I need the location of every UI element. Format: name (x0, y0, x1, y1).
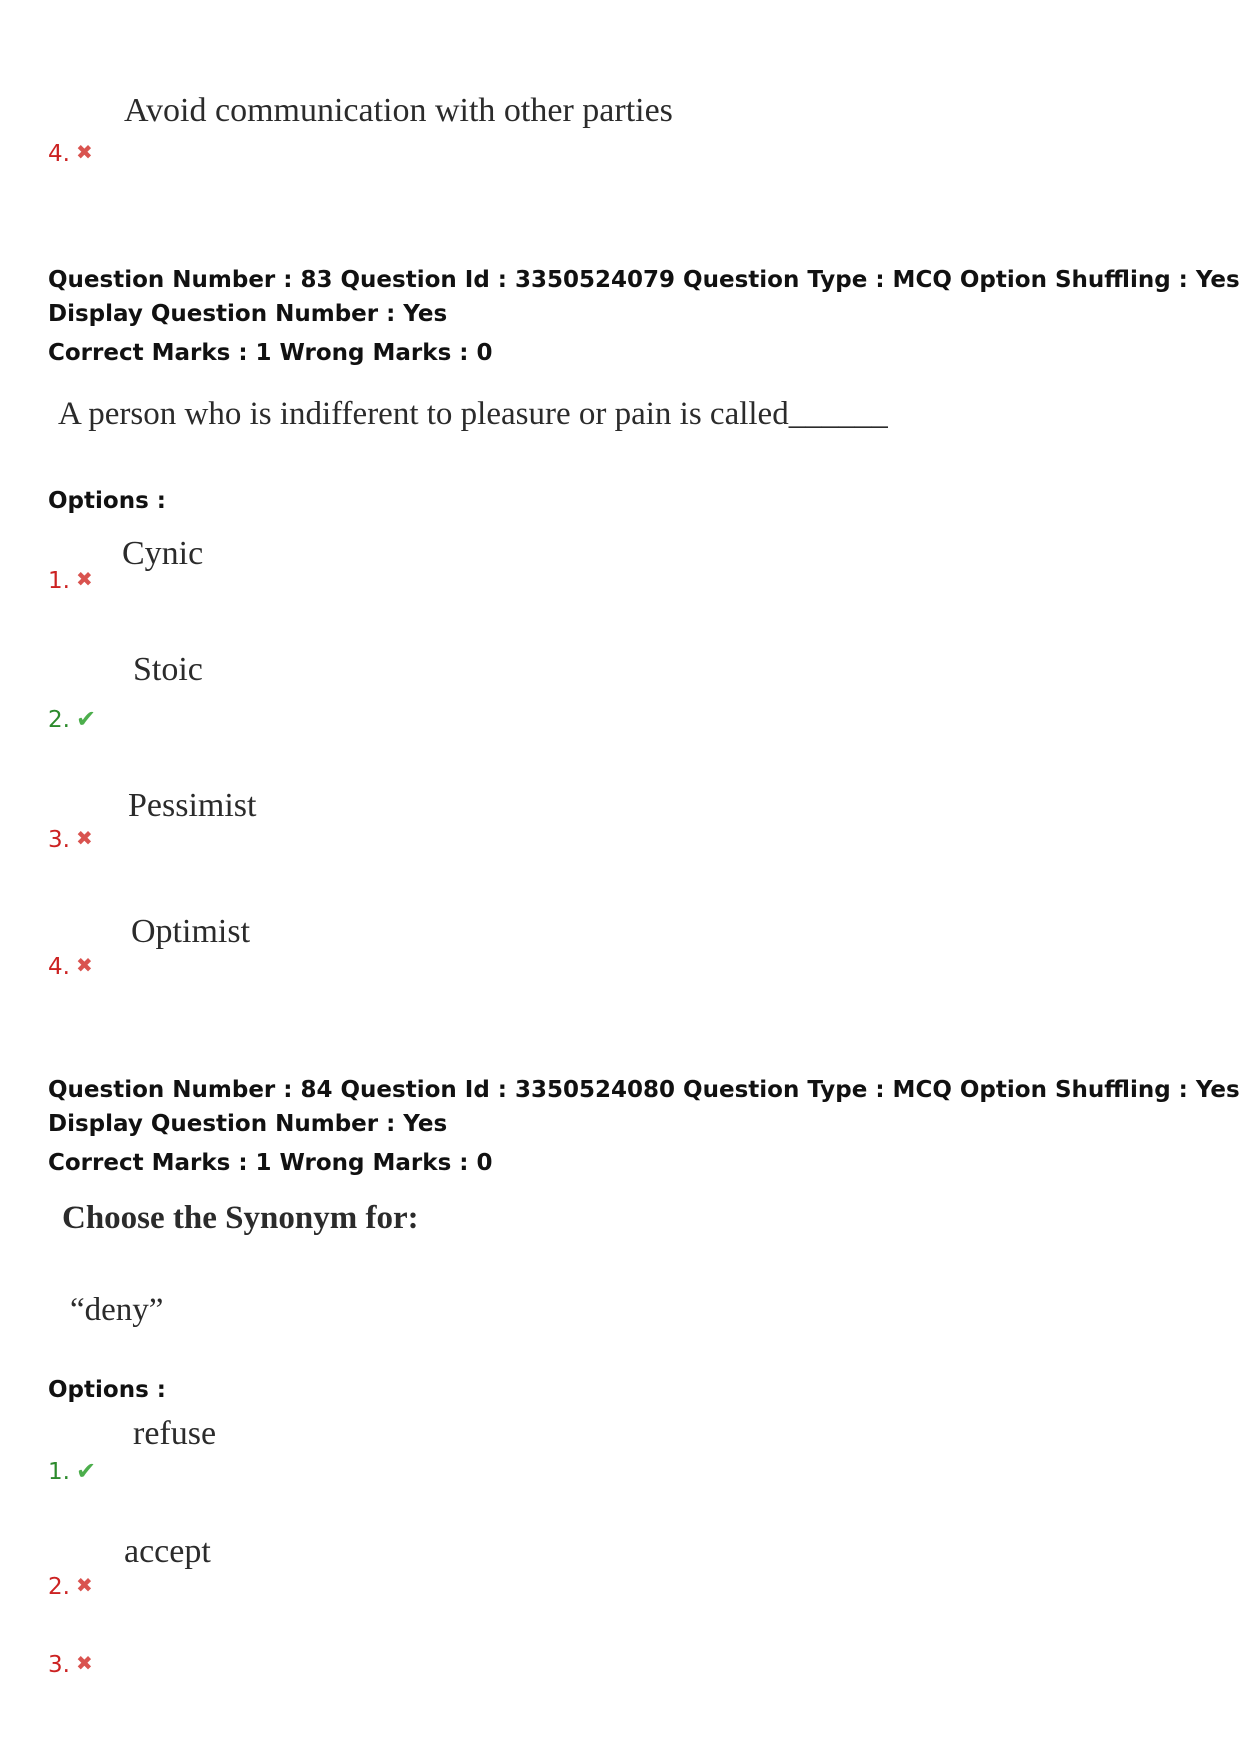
prev-option-4-number (48, 140, 93, 167)
cross-icon: ✖ (75, 567, 93, 591)
q83-meta-line1: Question Number : 83 Question Id : 3350524079 Question Type : MCQ Option Shuffling : Yes (48, 267, 1240, 293)
option-number: 1. (48, 1459, 70, 1485)
option-number: 2. (48, 1574, 70, 1600)
q83-option-1-text: Cynic (122, 535, 204, 572)
prev-option-4-text: Avoid communication with other parties (124, 92, 673, 129)
q84-option-2-number (48, 1573, 93, 1600)
cross-icon: ✖ (75, 953, 93, 977)
q83-option-4-text: Optimist (131, 913, 251, 950)
q84-question-heading: Choose the Synonym for: (62, 1200, 419, 1236)
q84-option-2-text: accept (124, 1533, 211, 1570)
option-number: 3. (48, 827, 70, 853)
q84-meta-line2: Display Question Number : Yes (48, 1111, 448, 1137)
cross-icon: ✖ (75, 1573, 93, 1597)
check-icon: ✔ (75, 1457, 97, 1485)
q83-option-3-number (48, 826, 93, 853)
q83-option-3-text: Pessimist (128, 787, 257, 824)
q84-question-word: “deny” (70, 1292, 164, 1328)
cross-icon: ✖ (75, 1651, 93, 1675)
q83-option-1-number (48, 567, 93, 594)
q83-meta-line2: Display Question Number : Yes (48, 301, 448, 327)
q84-option-1-text: refuse (133, 1415, 217, 1452)
q83-option-2-number (48, 705, 96, 733)
q84-marks-line: Correct Marks : 1 Wrong Marks : 0 (48, 1150, 493, 1176)
q84-option-3-number (48, 1651, 93, 1678)
q84-options-label: Options : (48, 1377, 166, 1403)
q84-option-1-number (48, 1457, 96, 1485)
option-number: 1. (48, 568, 70, 594)
option-number: 2. (48, 707, 70, 733)
q83-option-2-text: Stoic (133, 651, 203, 688)
check-icon: ✔ (75, 705, 97, 733)
q83-question-text: A person who is indifferent to pleasure or pain is called______ (58, 396, 888, 432)
option-number: 3. (48, 1652, 70, 1678)
q83-marks-line: Correct Marks : 1 Wrong Marks : 0 (48, 340, 493, 366)
q84-meta-line1: Question Number : 84 Question Id : 3350524080 Question Type : MCQ Option Shuffling : Yes (48, 1077, 1240, 1103)
cross-icon: ✖ (75, 140, 93, 164)
q83-options-label: Options : (48, 488, 166, 514)
q83-option-4-number (48, 953, 93, 980)
option-number: 4. (48, 141, 70, 167)
option-number: 4. (48, 954, 70, 980)
cross-icon: ✖ (75, 826, 93, 850)
